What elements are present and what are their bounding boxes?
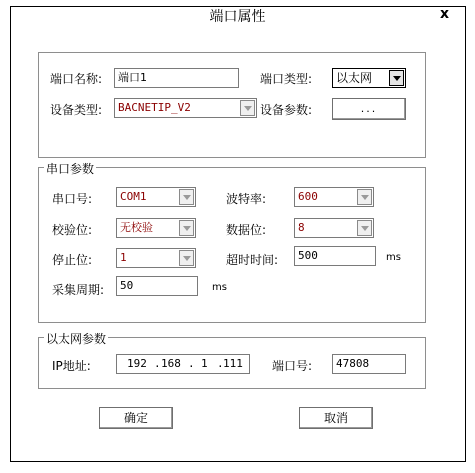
ip-octet-1[interactable]: 192 [127,357,147,370]
device-type-label: 设备类型: [50,103,103,117]
port-type-value: 以太网 [336,71,373,85]
ip-octet-3[interactable]: 1 [201,357,208,370]
port-type-select[interactable] [332,68,406,88]
period-label: 采集周期: [52,283,105,297]
ip-dot: . [188,357,195,370]
device-type-select[interactable] [114,98,257,118]
period-unit: ms [212,282,227,293]
com-value: COM1 [120,190,147,203]
stopbits-value: 1 [120,251,127,264]
chevron-down-icon[interactable] [240,100,255,116]
ok-button[interactable]: 确定 [99,407,173,429]
databits-value: 8 [298,221,305,234]
ip-address-input[interactable] [116,354,250,374]
parity-value: 无校验 [120,221,153,234]
baud-label: 波特率: [226,192,267,206]
chevron-down-icon[interactable] [179,220,194,236]
databits-label: 数据位: [226,223,267,237]
device-param-label: 设备参数: [260,103,313,117]
chevron-down-icon[interactable] [179,250,194,266]
ip-label: IP地址: [52,359,91,373]
serial-params-legend: 串口参数 [46,162,95,176]
chevron-down-icon[interactable] [389,70,404,86]
device-param-button[interactable]: ... [332,98,406,120]
port-type-label: 端口类型: [260,72,313,86]
parity-label: 校验位: [52,223,93,237]
cancel-button[interactable]: 取消 [299,407,373,429]
stopbits-select[interactable] [116,248,196,268]
databits-select[interactable] [294,218,374,238]
port-name-input[interactable]: 端口1 [114,68,239,88]
dialog-title: 端口属性 [209,9,266,25]
period-input[interactable]: 50 [116,276,198,296]
port-number-label: 端口号: [272,359,313,373]
timeout-label: 超时时间: [226,253,279,267]
ethernet-params-legend: 以太网参数 [46,332,107,346]
baud-value: 600 [298,190,318,203]
port-name-label: 端口名称: [50,72,103,86]
ip-dot: . [154,357,161,370]
chevron-down-icon[interactable] [357,220,372,236]
close-icon[interactable]: x [440,6,450,22]
device-type-value: BACNETIP_V2 [118,101,191,114]
port-number-input[interactable]: 47808 [332,354,406,374]
baud-select[interactable] [294,187,374,207]
com-label: 串口号: [52,192,93,206]
chevron-down-icon[interactable] [357,189,372,205]
timeout-input[interactable]: 500 [294,246,376,266]
chevron-down-icon[interactable] [179,189,194,205]
parity-select[interactable] [116,218,196,238]
com-select[interactable] [116,187,196,207]
ip-octet-4[interactable]: 111 [223,357,243,370]
ip-dot: . [217,357,224,370]
stopbits-label: 停止位: [52,253,93,267]
timeout-unit: ms [386,252,401,263]
ip-octet-2[interactable]: 168 [161,357,181,370]
